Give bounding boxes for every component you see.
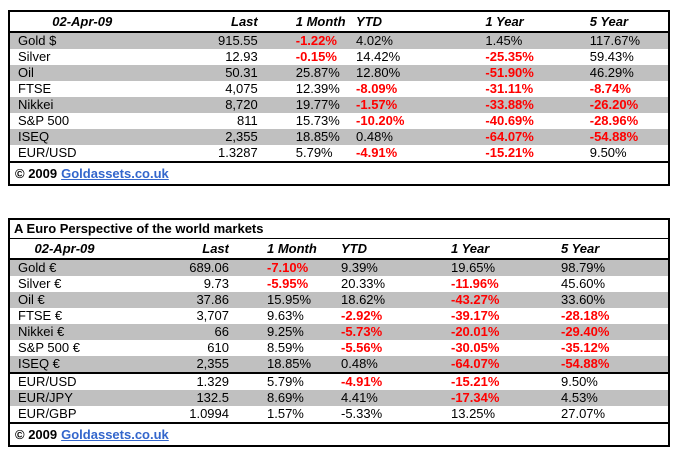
instrument-label: S&P 500 xyxy=(18,113,70,128)
last-value: 50.31 xyxy=(154,65,257,81)
pct-1-month: 18.85% xyxy=(258,129,354,145)
pct-5-year: 59.43% xyxy=(589,49,634,64)
pct-1-year: -33.88% xyxy=(483,97,587,113)
col-header-ytd: YTD xyxy=(339,239,449,260)
pct-1-year: -64.07% xyxy=(483,129,587,145)
pct-5-year: 9.50% xyxy=(559,373,669,390)
pct-1-month: 1.57% xyxy=(267,406,304,421)
pct-ytd: 0.48% xyxy=(354,129,483,145)
table-row-silver xyxy=(9,49,669,65)
pct-ytd: -5.33% xyxy=(341,406,383,421)
instrument-label: EUR/USD xyxy=(18,145,77,160)
column-header-row xyxy=(9,11,669,32)
last-value: 8,720 xyxy=(154,97,257,113)
pct-ytd: -5.73% xyxy=(339,324,449,340)
pct-ytd: -8.09% xyxy=(356,81,398,96)
pct-1-year: -31.11% xyxy=(485,81,534,96)
pct-1-year: -64.07% xyxy=(449,356,559,373)
pct-1-month: -5.95% xyxy=(267,276,309,291)
instrument-label: Gold € xyxy=(9,259,119,276)
col-header-last: Last xyxy=(119,239,229,260)
last-value: 3,707 xyxy=(196,308,229,323)
pct-5-year: 9.50% xyxy=(589,145,627,160)
pct-1-month: -1.22% xyxy=(258,32,354,49)
table-row-eurgbp xyxy=(9,406,669,423)
col-header-1-year: 1 Year xyxy=(449,239,559,260)
instrument-label: Gold $ xyxy=(9,32,154,49)
col-header-last: Last xyxy=(154,11,257,32)
pct-ytd: 14.42% xyxy=(356,49,401,64)
last-value: 132.5 xyxy=(119,390,229,406)
table-row-sp500-eur xyxy=(9,340,669,356)
pct-1-year: -20.01% xyxy=(449,324,559,340)
col-header-date: 02-Apr-09 xyxy=(9,11,154,32)
pct-1-month: -7.10% xyxy=(229,259,339,276)
instrument-label: EUR/GBP xyxy=(18,406,77,421)
pct-1-month: 5.79% xyxy=(295,145,333,160)
col-header-5-year: 5 Year xyxy=(559,239,669,260)
table-row-ftse xyxy=(9,81,669,97)
pct-1-month: 15.95% xyxy=(229,292,339,308)
euro-markets-table xyxy=(8,218,670,447)
pct-1-month: 15.73% xyxy=(295,113,340,128)
copyright-text: © 2009 xyxy=(15,166,58,181)
table1-footer-row xyxy=(9,162,669,185)
goldassets-link[interactable]: Goldassets.co.uk xyxy=(61,427,169,442)
instrument-label: S&P 500 € xyxy=(18,340,80,355)
col-header-5-year: 5 Year xyxy=(588,11,669,32)
last-value: 9.73 xyxy=(203,276,229,291)
table-row-sp500 xyxy=(9,113,669,129)
pct-ytd: -5.56% xyxy=(341,340,383,355)
table-row-nikkei-eur xyxy=(9,324,669,340)
pct-5-year: -26.20% xyxy=(588,97,669,113)
pct-1-year: 13.25% xyxy=(451,406,496,421)
col-header-1-year: 1 Year xyxy=(483,11,587,32)
table-row-eurjpy xyxy=(9,390,669,406)
pct-1-year: -30.05% xyxy=(451,340,500,355)
pct-ytd: -10.20% xyxy=(356,113,405,128)
table-row-oil-eur xyxy=(9,292,669,308)
pct-5-year: -8.74% xyxy=(589,81,631,96)
pct-ytd: 18.62% xyxy=(339,292,449,308)
table-row-eurusd xyxy=(9,145,669,162)
table-row-iseq-eur xyxy=(9,356,669,373)
instrument-label: Nikkei xyxy=(9,97,154,113)
instrument-label: Nikkei € xyxy=(9,324,119,340)
last-value: 689.06 xyxy=(119,259,229,276)
pct-5-year: 33.60% xyxy=(559,292,669,308)
last-value: 1.3287 xyxy=(217,145,258,160)
copyright-bar xyxy=(9,423,669,446)
pct-1-month: -0.15% xyxy=(295,49,337,64)
pct-5-year: 4.53% xyxy=(559,390,669,406)
column-header-row xyxy=(9,239,669,260)
pct-5-year: -28.18% xyxy=(561,308,610,323)
pct-1-year: -15.21% xyxy=(449,373,559,390)
instrument-label: ISEQ € xyxy=(9,356,119,373)
last-value: 4,075 xyxy=(225,81,258,96)
last-value: 12.93 xyxy=(225,49,258,64)
col-header-date: 02-Apr-09 xyxy=(9,239,119,260)
pct-1-year: -39.17% xyxy=(451,308,500,323)
instrument-label: Silver € xyxy=(18,276,62,291)
pct-ytd: -1.57% xyxy=(354,97,483,113)
table-row-gold-usd xyxy=(9,32,669,49)
instrument-label: Oil € xyxy=(9,292,119,308)
last-value: 1.0994 xyxy=(189,406,229,421)
last-value: 2,355 xyxy=(119,356,229,373)
pct-5-year: 45.60% xyxy=(561,276,606,291)
pct-ytd: -2.92% xyxy=(341,308,383,323)
pct-1-month: 5.79% xyxy=(229,373,339,390)
pct-1-month: 8.59% xyxy=(267,340,304,355)
pct-1-year: 19.65% xyxy=(449,259,559,276)
pct-ytd: 0.48% xyxy=(339,356,449,373)
instrument-label: Oil xyxy=(9,65,154,81)
pct-1-year: 1.45% xyxy=(483,32,587,49)
instrument-label: EUR/USD xyxy=(9,373,119,390)
goldassets-link[interactable]: Goldassets.co.uk xyxy=(61,166,169,181)
pct-ytd: -4.91% xyxy=(356,145,398,160)
pct-1-year: -15.21% xyxy=(485,145,534,160)
pct-1-month: 8.69% xyxy=(229,390,339,406)
table-row-eurusd xyxy=(9,373,669,390)
pct-5-year: -35.12% xyxy=(561,340,610,355)
pct-1-month: 9.25% xyxy=(229,324,339,340)
instrument-label: EUR/JPY xyxy=(9,390,119,406)
copyright-text: © 2009 xyxy=(15,427,58,442)
pct-5-year: -29.40% xyxy=(559,324,669,340)
table-row-silver-eur xyxy=(9,276,669,292)
pct-ytd: 20.33% xyxy=(341,276,386,291)
copyright-bar xyxy=(9,162,669,185)
pct-1-year: -40.69% xyxy=(485,113,534,128)
col-header-1-month: 1 Month xyxy=(258,11,354,32)
table1-header xyxy=(9,11,669,32)
pct-1-month: 19.77% xyxy=(258,97,354,113)
pct-1-year: -43.27% xyxy=(449,292,559,308)
pct-1-year: -17.34% xyxy=(449,390,559,406)
table-row-ftse-eur xyxy=(9,308,669,324)
pct-ytd: 12.80% xyxy=(354,65,483,81)
pct-5-year: -54.88% xyxy=(559,356,669,373)
last-value: 2,355 xyxy=(154,129,257,145)
pct-1-month: 25.87% xyxy=(258,65,354,81)
col-header-1-month: 1 Month xyxy=(229,239,339,260)
table2-footer-row xyxy=(9,423,669,446)
last-value: 66 xyxy=(119,324,229,340)
pct-5-year: 117.67% xyxy=(588,32,669,49)
pct-5-year: 46.29% xyxy=(588,65,669,81)
pct-1-year: -25.35% xyxy=(485,49,534,64)
last-value: 1.329 xyxy=(119,373,229,390)
pct-ytd: 4.41% xyxy=(339,390,449,406)
pct-1-month: 18.85% xyxy=(229,356,339,373)
pct-5-year: -28.96% xyxy=(589,113,639,128)
table2-title: A Euro Perspective of the world markets xyxy=(9,219,669,239)
pct-1-month: 9.63% xyxy=(267,308,304,323)
pct-1-year: -11.96% xyxy=(451,276,499,291)
pct-1-month: 12.39% xyxy=(295,81,340,96)
instrument-label: FTSE xyxy=(18,81,52,96)
pct-ytd: -4.91% xyxy=(339,373,449,390)
table-row-iseq xyxy=(9,129,669,145)
pct-5-year: 27.07% xyxy=(561,406,606,421)
last-value: 811 xyxy=(237,113,258,128)
last-value: 37.86 xyxy=(119,292,229,308)
table-row-nikkei xyxy=(9,97,669,113)
pct-5-year: 98.79% xyxy=(559,259,669,276)
pct-ytd: 4.02% xyxy=(354,32,483,49)
pct-1-year: -51.90% xyxy=(483,65,587,81)
table2-header xyxy=(9,219,669,259)
col-header-ytd: YTD xyxy=(354,11,483,32)
table2-title-row xyxy=(9,219,669,239)
instrument-label: FTSE € xyxy=(18,308,63,323)
last-value: 915.55 xyxy=(154,32,257,49)
last-value: 610 xyxy=(207,340,229,355)
pct-5-year: -54.88% xyxy=(588,129,669,145)
instrument-label: ISEQ xyxy=(9,129,154,145)
table-row-gold-eur xyxy=(9,259,669,276)
table-row-oil xyxy=(9,65,669,81)
instrument-label: Silver xyxy=(18,49,51,64)
usd-markets-table xyxy=(8,10,670,186)
pct-ytd: 9.39% xyxy=(339,259,449,276)
